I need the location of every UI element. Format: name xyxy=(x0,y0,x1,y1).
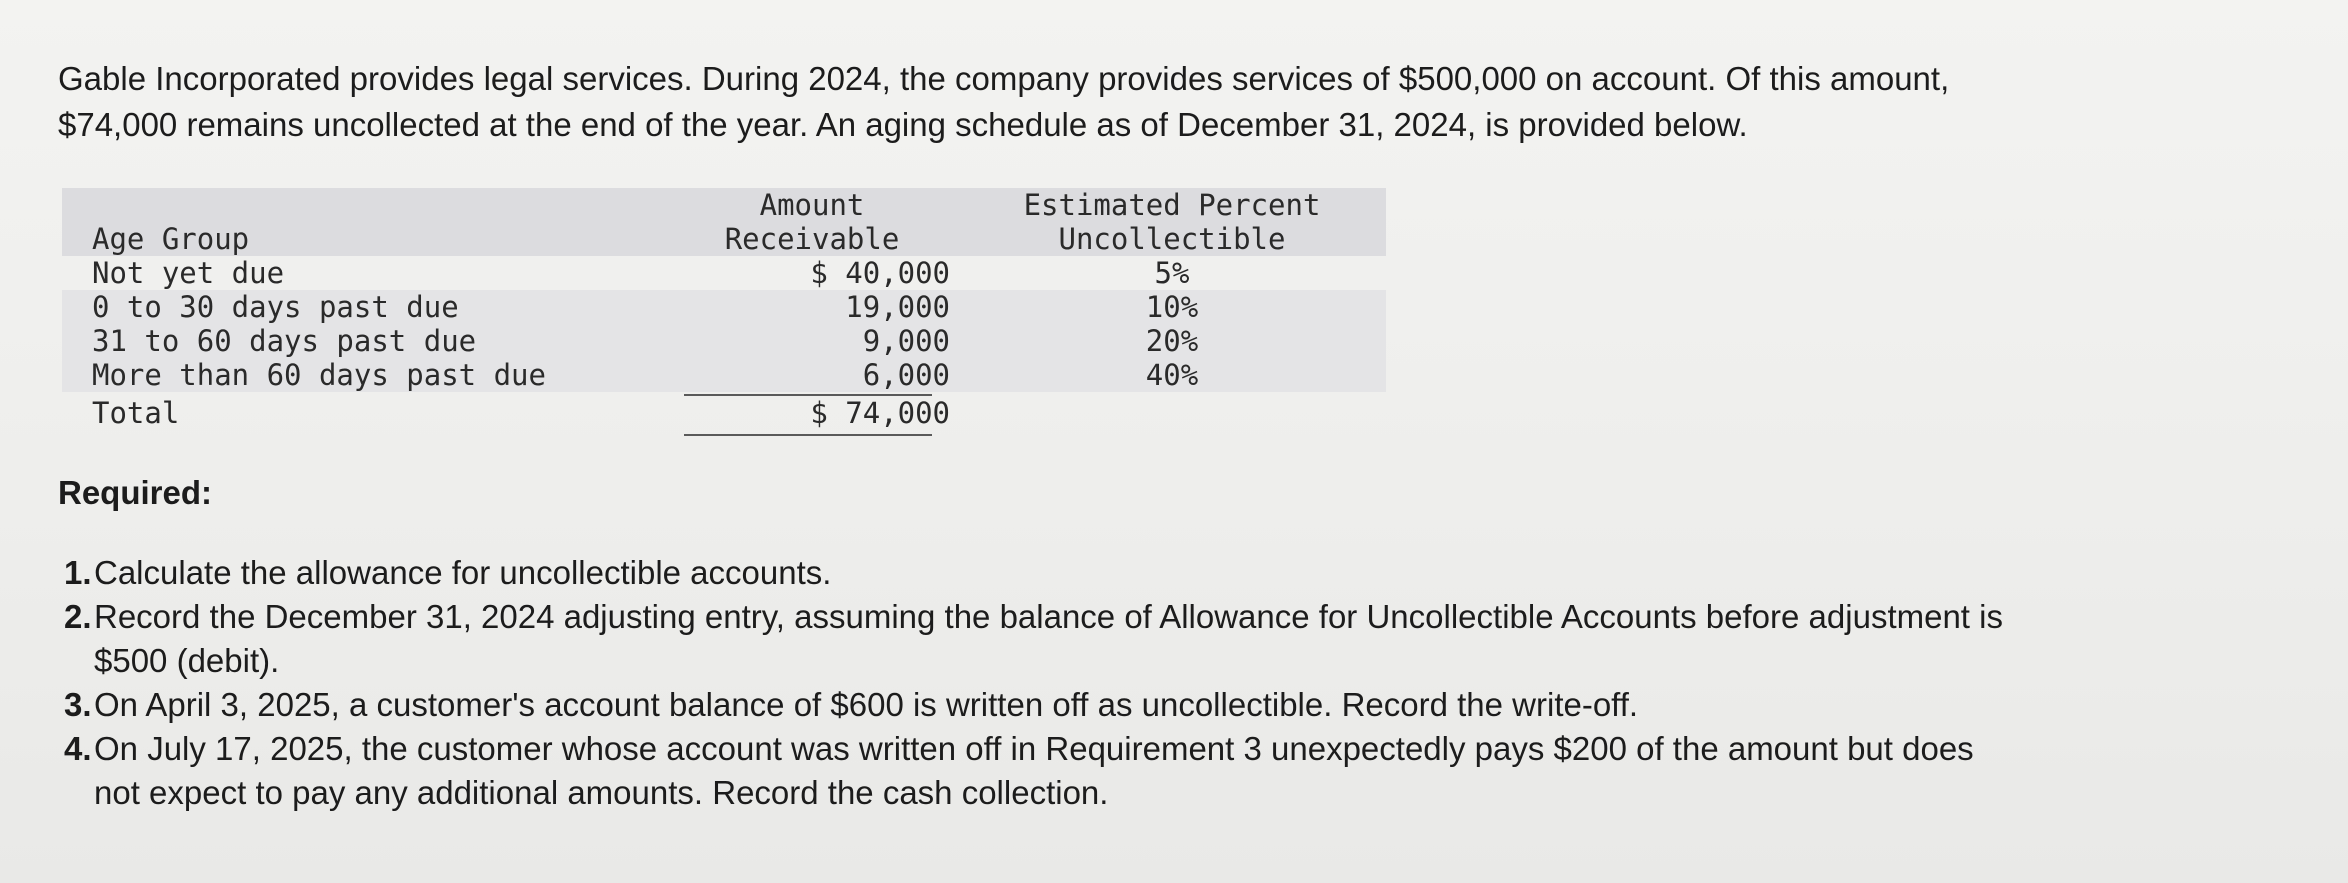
header-amount-line2: Receivable xyxy=(724,222,900,256)
row-amount: 6,000 xyxy=(862,358,950,392)
row-age: Not yet due xyxy=(92,256,285,290)
item-number: 2. xyxy=(64,598,92,635)
row-age: 31 to 60 days past due xyxy=(92,324,477,358)
list-item xyxy=(58,727,2288,815)
problem-intro xyxy=(58,56,2258,148)
intro-line-2: $74,000 remains uncollected at the end of the year. An aging schedule as of December 31, 2024, is provided below. xyxy=(58,106,1748,143)
item-text: On July 17, 2025, the customer whose account was written off in Requirement 3 unexpectedly pays $200 of the amount but does xyxy=(94,730,1974,767)
header-percent-line2: Uncollectible xyxy=(1058,222,1286,256)
row-percent: 20% xyxy=(1145,324,1199,358)
row-amount: $ 40,000 xyxy=(810,256,950,290)
row-percent: 10% xyxy=(1145,290,1199,324)
header-amount-line1: Amount xyxy=(759,188,865,222)
required-heading: Required: xyxy=(58,474,213,511)
list-item xyxy=(58,595,2288,683)
header-age-group: Age Group xyxy=(92,222,250,256)
total-rule xyxy=(684,434,932,436)
item-text-continued: $500 (debit). xyxy=(94,642,280,679)
list-item xyxy=(58,551,2288,595)
item-text-continued: not expect to pay any additional amounts. Record the cash collection. xyxy=(94,774,1109,811)
list-item xyxy=(58,683,2288,727)
total-amount: $ 74,000 xyxy=(810,396,950,430)
row-amount: 9,000 xyxy=(862,324,950,358)
row-age: More than 60 days past due xyxy=(92,358,546,392)
item-text: Record the December 31, 2024 adjusting entry, assuming the balance of Allowance for Uncollectible Accounts before adjustment is xyxy=(94,598,2003,635)
intro-line-1: Gable Incorporated provides legal services. During 2024, the company provides services of $500,000 on account. Of this amount, xyxy=(58,60,1950,97)
row-percent: 5% xyxy=(1154,256,1190,290)
item-number: 1. xyxy=(64,554,92,591)
item-text: Calculate the allowance for uncollectible accounts. xyxy=(94,554,832,591)
item-text: On April 3, 2025, a customer's account balance of $600 is written off as uncollectible. Record the write-off. xyxy=(94,686,1639,723)
item-number: 3. xyxy=(64,686,92,723)
row-percent: 40% xyxy=(1145,358,1199,392)
header-percent-line1: Estimated Percent xyxy=(1023,188,1321,222)
requirements-list xyxy=(58,551,2288,815)
total-label: Total xyxy=(92,396,180,430)
row-age: 0 to 30 days past due xyxy=(92,290,459,324)
row-amount: 19,000 xyxy=(845,290,950,324)
item-number: 4. xyxy=(64,730,92,767)
